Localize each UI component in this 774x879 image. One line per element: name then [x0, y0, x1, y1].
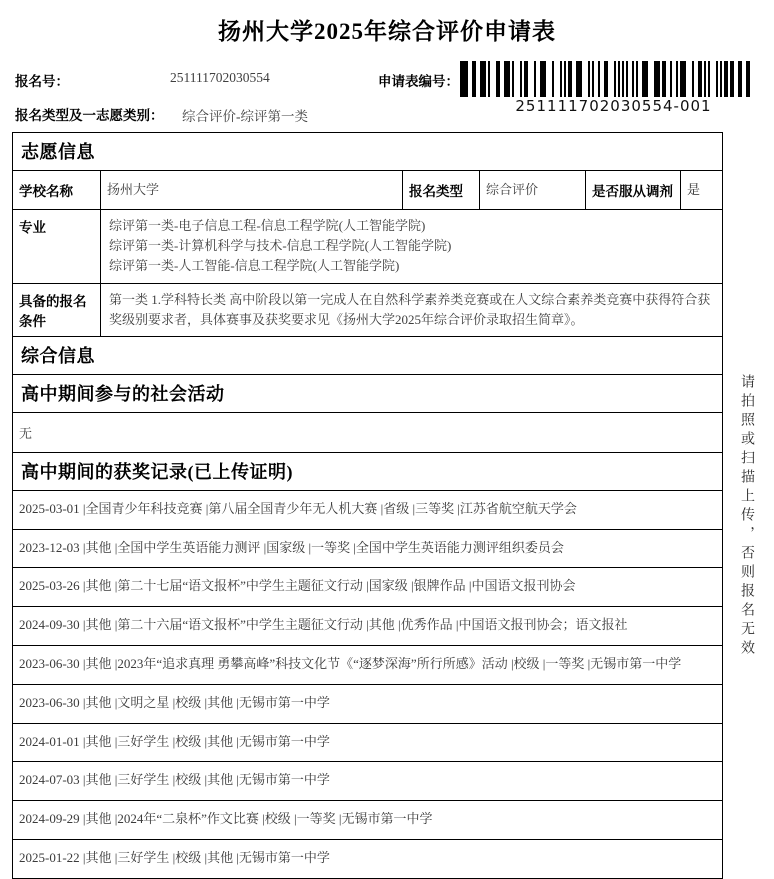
- form-no-label: 申请表编号：: [378, 74, 459, 89]
- awards-list: [13, 491, 722, 878]
- major-item: 综评第一类-计算机科学与技术-信息工程学院(人工智能学院): [109, 238, 452, 254]
- apply-type-category-label: 报名类型及一志愿类别：: [15, 108, 164, 123]
- award-row: 2024-01-01 |其他 |三好学生 |校级 |其他 |无锡市第一中学: [13, 724, 722, 763]
- award-row: 2024-09-29 |其他 |2024年“二泉杯”作文比赛 |校级 |一等奖 |无锡市第一中学: [13, 801, 722, 840]
- application-no-value: 251111702030554: [170, 70, 270, 85]
- condition-label: 具备的报名条件: [13, 284, 101, 336]
- award-row: 2025-03-26 |其他 |第二十七届“语文报杯”中学生主题征文行动 |国家级 |银牌作品 |中国语文报刊协会: [13, 568, 722, 607]
- award-row: 2023-12-03 |其他 |全国中学生英语能力测评 |国家级 |一等奖 |全国中学生英语能力测评组织委员会: [13, 530, 722, 569]
- award-row: 2025-03-01 |全国青少年科技竞赛 |第八届全国青少年无人机大赛 |省级 |三等奖 |江苏省航空航天学会: [13, 491, 722, 530]
- award-row: 2025-01-22 |其他 |三好学生 |校级 |其他 |无锡市第一中学: [19, 850, 330, 866]
- apply-type-category-value: 综合评价-综评第一类: [182, 109, 308, 124]
- social-activities-value: 无: [13, 413, 722, 453]
- barcode-bars-icon: [460, 61, 767, 97]
- award-row: 2024-07-03 |其他 |三好学生 |校级 |其他 |无锡市第一中学: [13, 762, 722, 801]
- upload-reminder-note: 请拍照或扫描上传，否则报名无效: [739, 374, 754, 659]
- barcode: [460, 61, 767, 115]
- condition-value: 第一类 1.学科特长类 高中阶段以第一完成人在自然科学素养类竞赛或在人文综合素养类竞赛中获得符合获奖级别要求者，具体赛事及获奖要求见《扬州大学2025年综合评价录取招生简章》。: [109, 291, 711, 327]
- obey-adjustment-value: 是: [687, 182, 701, 197]
- barcode-text: 251111702030554-001: [515, 97, 712, 115]
- major-item: 综评第一类-人工智能-信息工程学院(人工智能学院): [109, 258, 400, 274]
- school-row: [13, 171, 722, 210]
- section-title-social-activities: 高中期间参与的社会活动: [13, 375, 722, 413]
- major-row: [13, 210, 722, 283]
- section-title-comprehensive-info: 综合信息: [13, 337, 722, 375]
- condition-row: [13, 284, 722, 337]
- school-name-label: 学校名称: [13, 171, 101, 209]
- award-row: 2023-06-30 |其他 |文明之星 |校级 |其他 |无锡市第一中学: [13, 685, 722, 724]
- school-name-value: 扬州大学: [101, 171, 403, 209]
- section-title-volunteer-info: 志愿信息: [13, 133, 722, 171]
- major-item: 综评第一类-电子信息工程-信息工程学院(人工智能学院): [109, 218, 426, 234]
- award-row: 2023-06-30 |其他 |2023年“追求真理 勇攀高峰”科技文化节《“逐梦深海”所行所感》活动 |校级 |一等奖 |无锡市第一中学: [13, 646, 722, 685]
- application-no-label: 报名号：: [15, 74, 69, 89]
- section-title-award-records: 高中期间的获奖记录(已上传证明): [13, 453, 722, 491]
- apply-type-label: 报名类型: [403, 171, 480, 209]
- obey-adjustment-label: 是否服从调剂: [586, 171, 681, 209]
- major-list: [101, 210, 722, 282]
- page-title: 扬州大学2025年综合评价申请表: [218, 19, 556, 44]
- form-header: [0, 60, 774, 132]
- apply-type-value: 综合评价: [480, 171, 586, 209]
- form-table: [12, 132, 723, 879]
- major-label: 专业: [13, 210, 101, 282]
- award-row: 2024-09-30 |其他 |第二十六届“语文报杯”中学生主题征文行动 |其他 |优秀作品 |中国语文报刊协会；语文报社: [13, 607, 722, 646]
